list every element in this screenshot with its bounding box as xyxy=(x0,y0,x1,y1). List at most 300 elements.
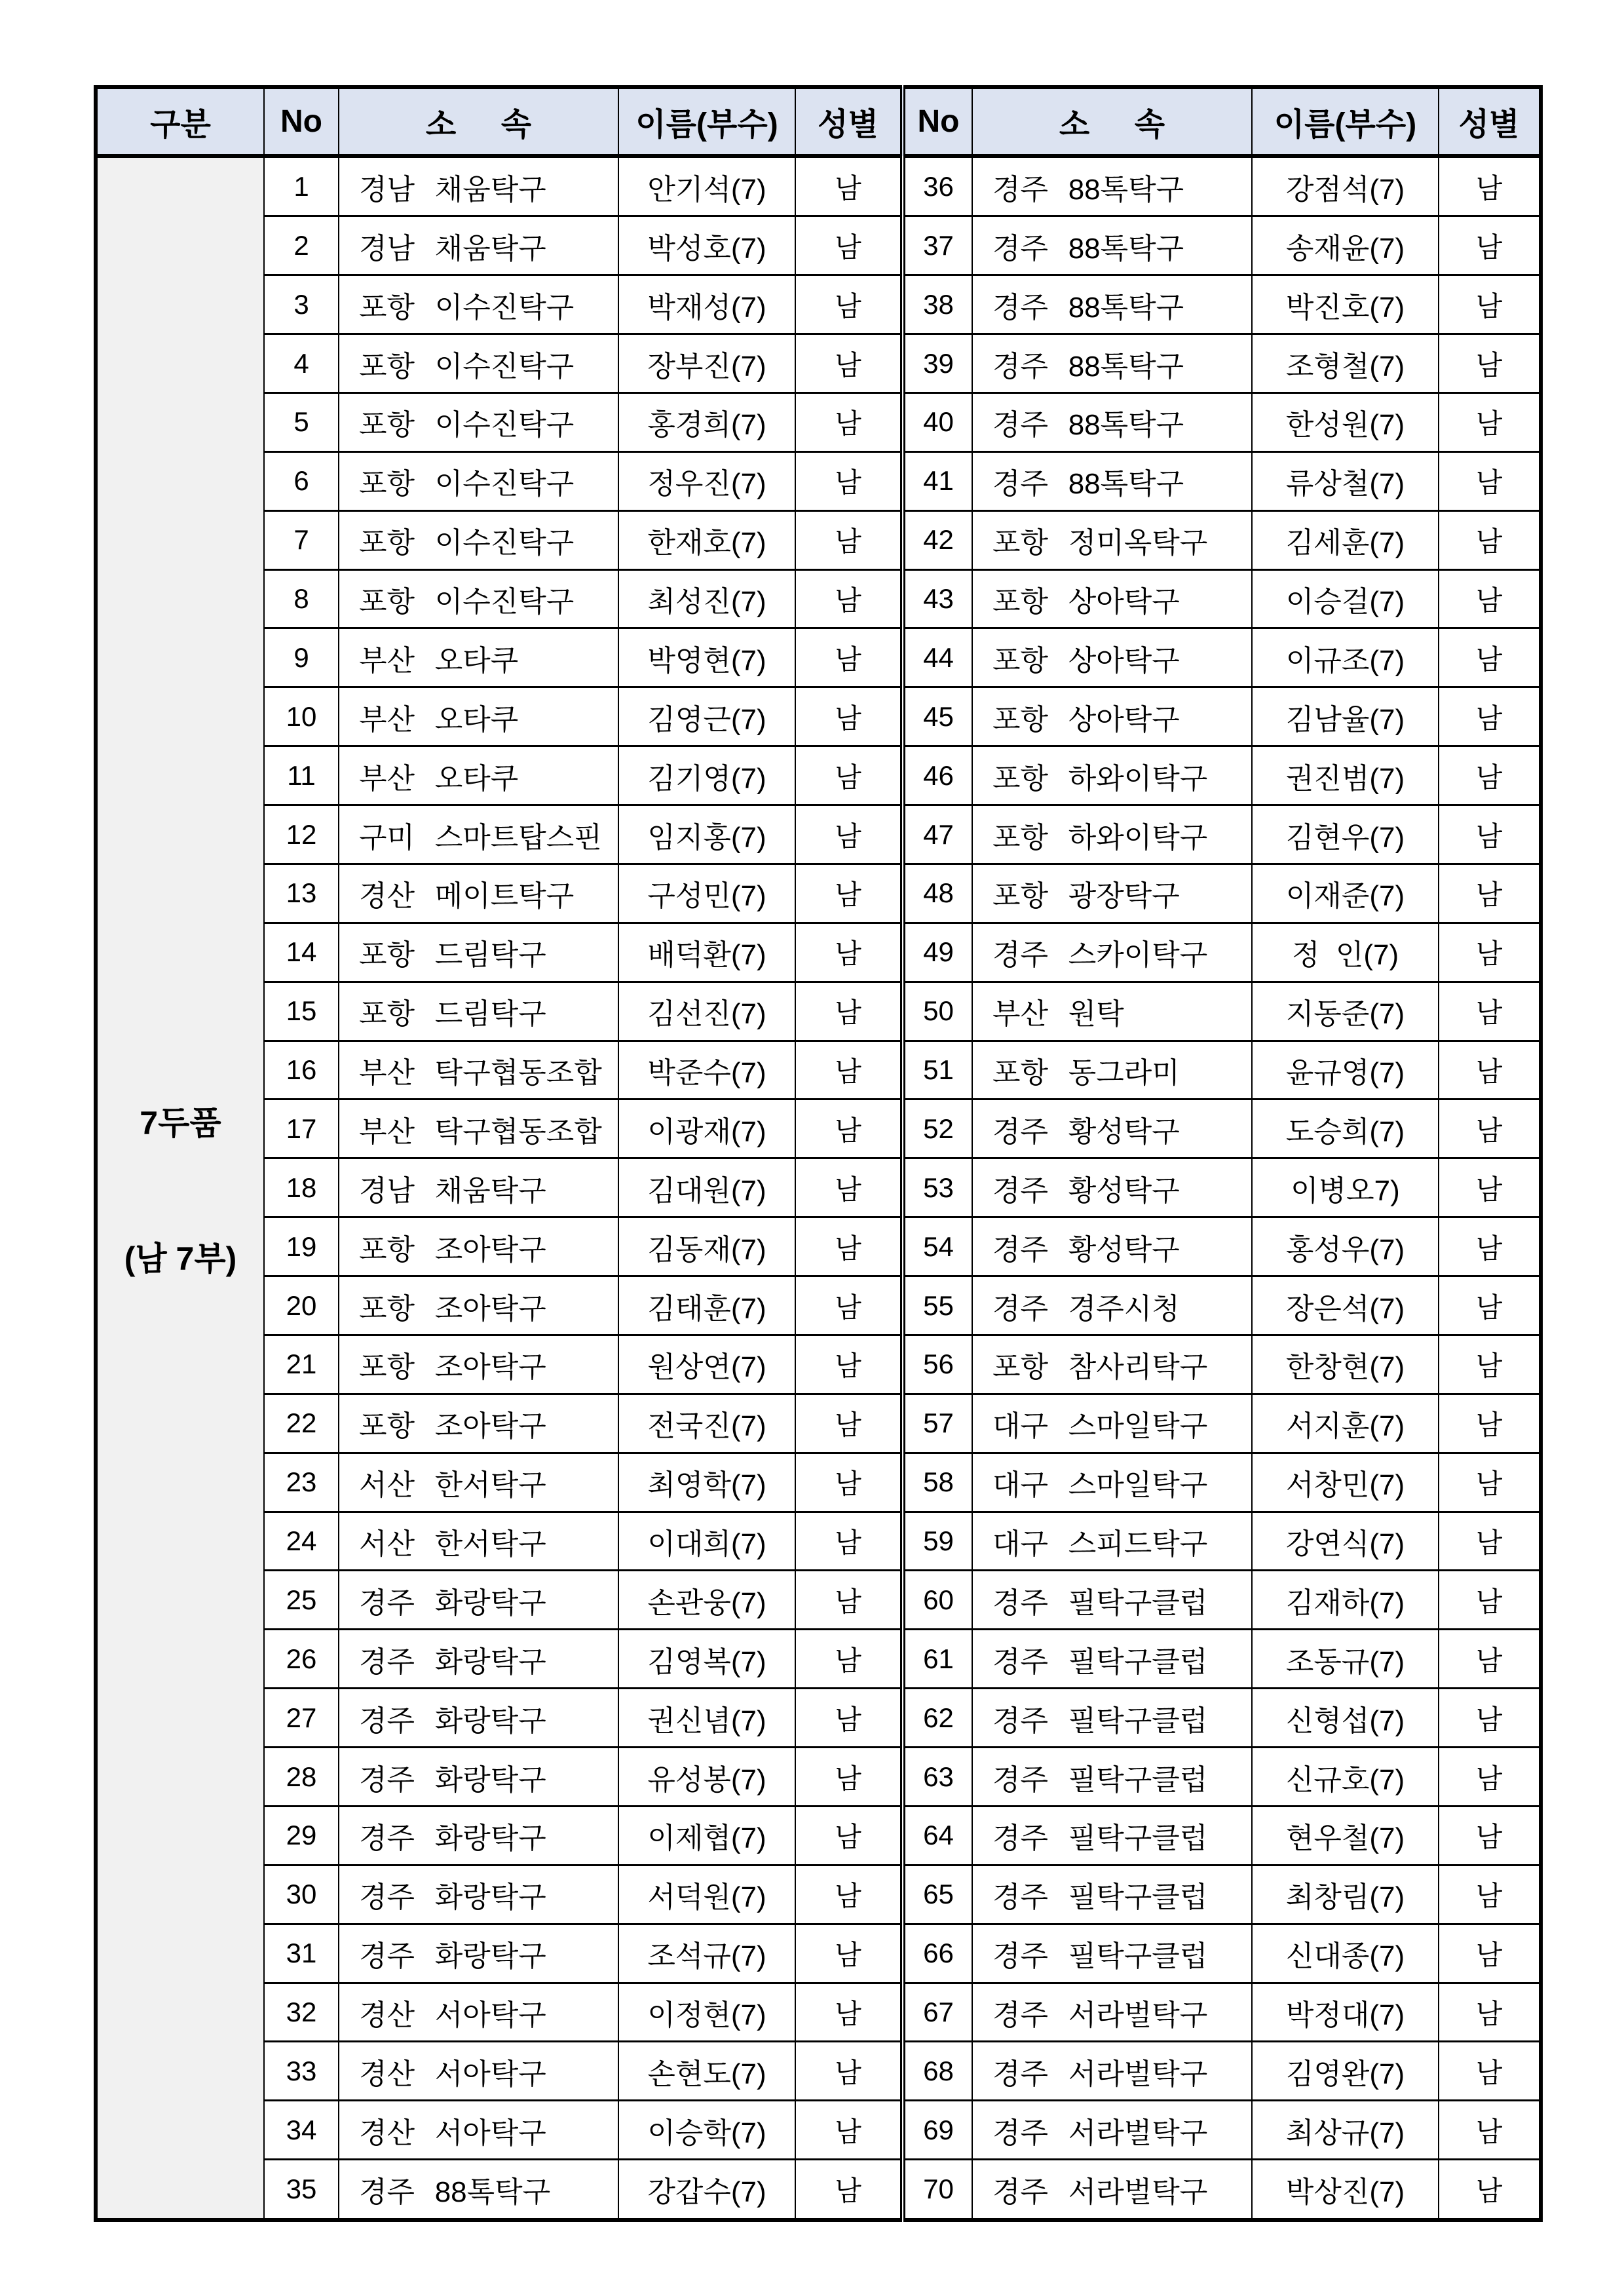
no-cell-right: 39 xyxy=(903,334,972,393)
name-cell-right: 이규조(7) xyxy=(1252,628,1439,687)
header-club-right: 소 속 xyxy=(972,87,1252,156)
name-cell-left: 박영현(7) xyxy=(618,628,795,687)
gender-cell-left: 남 xyxy=(795,1041,903,1100)
gender-cell-right: 남 xyxy=(1439,2160,1541,2220)
name-cell-right: 권진범(7) xyxy=(1252,746,1439,805)
table-row xyxy=(96,805,1541,864)
name-cell-right: 김재하(7) xyxy=(1252,1571,1439,1630)
header-no-left: No xyxy=(264,87,339,156)
name-cell-left: 박성호(7) xyxy=(618,216,795,275)
table-row xyxy=(96,1748,1541,1807)
gender-cell-left: 남 xyxy=(795,2160,903,2220)
no-cell-left: 3 xyxy=(264,275,339,334)
header-name-right: 이름(부수) xyxy=(1252,87,1439,156)
no-cell-left: 21 xyxy=(264,1335,339,1394)
table-row xyxy=(96,510,1541,569)
name-cell-left: 최영학(7) xyxy=(618,1453,795,1512)
club-cell-left: 경산 서아탁구 xyxy=(339,2042,618,2101)
gender-cell-right: 남 xyxy=(1439,510,1541,569)
club-cell-left: 경주 화랑탁구 xyxy=(339,1748,618,1807)
name-cell-right: 신형섭(7) xyxy=(1252,1689,1439,1748)
name-cell-right: 현우철(7) xyxy=(1252,1806,1439,1865)
name-cell-left: 원상연(7) xyxy=(618,1335,795,1394)
no-cell-left: 9 xyxy=(264,628,339,687)
gender-cell-right: 남 xyxy=(1439,569,1541,628)
table-row xyxy=(96,687,1541,746)
club-cell-right: 경주 필탁구클럽 xyxy=(972,1748,1252,1807)
no-cell-left: 24 xyxy=(264,1512,339,1571)
name-cell-right: 이병오7) xyxy=(1252,1158,1439,1217)
no-cell-right: 48 xyxy=(903,864,972,923)
table-row xyxy=(96,1630,1541,1689)
table-row xyxy=(96,2101,1541,2160)
header-name-left: 이름(부수) xyxy=(618,87,795,156)
no-cell-left: 14 xyxy=(264,923,339,982)
gender-cell-left: 남 xyxy=(795,392,903,451)
name-cell-right: 김세훈(7) xyxy=(1252,510,1439,569)
name-cell-left: 이광재(7) xyxy=(618,1100,795,1158)
gender-cell-left: 남 xyxy=(795,1571,903,1630)
name-cell-left: 강갑수(7) xyxy=(618,2160,795,2220)
gender-cell-right: 남 xyxy=(1439,864,1541,923)
no-cell-right: 63 xyxy=(903,1748,972,1807)
name-cell-right: 조동규(7) xyxy=(1252,1630,1439,1689)
name-cell-left: 배덕환(7) xyxy=(618,923,795,982)
name-cell-left: 박준수(7) xyxy=(618,1041,795,1100)
no-cell-right: 37 xyxy=(903,216,972,275)
club-cell-left: 포항 이수진탁구 xyxy=(339,510,618,569)
gender-cell-right: 남 xyxy=(1439,1453,1541,1512)
name-cell-right: 신대종(7) xyxy=(1252,1924,1439,1983)
club-cell-right: 경주 88톡탁구 xyxy=(972,392,1252,451)
gender-cell-right: 남 xyxy=(1439,216,1541,275)
club-cell-left: 포항 조아탁구 xyxy=(339,1217,618,1276)
table-row xyxy=(96,1924,1541,1983)
table-row xyxy=(96,275,1541,334)
table-row xyxy=(96,334,1541,393)
name-cell-right: 최창림(7) xyxy=(1252,1865,1439,1924)
gender-cell-left: 남 xyxy=(795,1865,903,1924)
name-cell-left: 구성민(7) xyxy=(618,864,795,923)
table-body xyxy=(96,156,1541,2220)
club-cell-right: 대구 스마일탁구 xyxy=(972,1453,1252,1512)
name-cell-right: 지동준(7) xyxy=(1252,982,1439,1041)
table-row xyxy=(96,1806,1541,1865)
club-cell-left: 포항 이수진탁구 xyxy=(339,451,618,510)
club-cell-left: 경주 88톡탁구 xyxy=(339,2160,618,2220)
gender-cell-left: 남 xyxy=(795,1806,903,1865)
table-row xyxy=(96,1512,1541,1571)
gender-cell-right: 남 xyxy=(1439,392,1541,451)
no-cell-left: 5 xyxy=(264,392,339,451)
no-cell-right: 62 xyxy=(903,1689,972,1748)
gender-cell-left: 남 xyxy=(795,628,903,687)
no-cell-left: 2 xyxy=(264,216,339,275)
club-cell-left: 포항 조아탁구 xyxy=(339,1394,618,1453)
gender-cell-right: 남 xyxy=(1439,1924,1541,1983)
gender-cell-right: 남 xyxy=(1439,1571,1541,1630)
gender-cell-right: 남 xyxy=(1439,1748,1541,1807)
table-row xyxy=(96,216,1541,275)
gender-cell-right: 남 xyxy=(1439,923,1541,982)
club-cell-left: 서산 한서탁구 xyxy=(339,1512,618,1571)
no-cell-left: 17 xyxy=(264,1100,339,1158)
no-cell-left: 1 xyxy=(264,156,339,216)
no-cell-right: 42 xyxy=(903,510,972,569)
name-cell-left: 김선진(7) xyxy=(618,982,795,1041)
name-cell-right: 한창현(7) xyxy=(1252,1335,1439,1394)
club-cell-left: 경남 채움탁구 xyxy=(339,216,618,275)
name-cell-left: 이정현(7) xyxy=(618,1983,795,2042)
no-cell-left: 26 xyxy=(264,1630,339,1689)
no-cell-right: 53 xyxy=(903,1158,972,1217)
club-cell-right: 포항 광장탁구 xyxy=(972,864,1252,923)
name-cell-left: 조석규(7) xyxy=(618,1924,795,1983)
no-cell-left: 20 xyxy=(264,1276,339,1335)
club-cell-right: 경주 필탁구클럽 xyxy=(972,1806,1252,1865)
name-cell-left: 박재성(7) xyxy=(618,275,795,334)
name-cell-left: 김대원(7) xyxy=(618,1158,795,1217)
no-cell-right: 64 xyxy=(903,1806,972,1865)
no-cell-left: 15 xyxy=(264,982,339,1041)
category-line1: 7두품 xyxy=(140,1104,221,1141)
club-cell-right: 경주 황성탁구 xyxy=(972,1100,1252,1158)
gender-cell-right: 남 xyxy=(1439,1689,1541,1748)
no-cell-right: 45 xyxy=(903,687,972,746)
name-cell-right: 홍성우(7) xyxy=(1252,1217,1439,1276)
gender-cell-right: 남 xyxy=(1439,1865,1541,1924)
name-cell-left: 손현도(7) xyxy=(618,2042,795,2101)
table-row xyxy=(96,451,1541,510)
header-gender-left: 성별 xyxy=(795,87,903,156)
name-cell-right: 도승희(7) xyxy=(1252,1100,1439,1158)
no-cell-right: 49 xyxy=(903,923,972,982)
table-row xyxy=(96,628,1541,687)
gender-cell-right: 남 xyxy=(1439,982,1541,1041)
gender-cell-right: 남 xyxy=(1439,1158,1541,1217)
name-cell-right: 류상철(7) xyxy=(1252,451,1439,510)
club-cell-right: 경주 필탁구클럽 xyxy=(972,1924,1252,1983)
table-row xyxy=(96,982,1541,1041)
name-cell-right: 조형철(7) xyxy=(1252,334,1439,393)
header-club-left: 소 속 xyxy=(339,87,618,156)
club-cell-right: 경주 서라벌탁구 xyxy=(972,2160,1252,2220)
no-cell-right: 50 xyxy=(903,982,972,1041)
no-cell-left: 30 xyxy=(264,1865,339,1924)
club-cell-right: 대구 스마일탁구 xyxy=(972,1394,1252,1453)
category-line2: (남 7부) xyxy=(124,1240,237,1277)
no-cell-left: 33 xyxy=(264,2042,339,2101)
name-cell-right: 송재윤(7) xyxy=(1252,216,1439,275)
table-row xyxy=(96,746,1541,805)
club-cell-right: 포항 상아탁구 xyxy=(972,569,1252,628)
no-cell-left: 10 xyxy=(264,687,339,746)
table-row xyxy=(96,923,1541,982)
name-cell-left: 최성진(7) xyxy=(618,569,795,628)
gender-cell-left: 남 xyxy=(795,1394,903,1453)
gender-cell-right: 남 xyxy=(1439,628,1541,687)
no-cell-right: 40 xyxy=(903,392,972,451)
no-cell-left: 34 xyxy=(264,2101,339,2160)
name-cell-right: 김남율(7) xyxy=(1252,687,1439,746)
gender-cell-right: 남 xyxy=(1439,805,1541,864)
club-cell-left: 포항 조아탁구 xyxy=(339,1276,618,1335)
gender-cell-left: 남 xyxy=(795,1158,903,1217)
club-cell-left: 경주 화랑탁구 xyxy=(339,1571,618,1630)
club-cell-right: 경주 필탁구클럽 xyxy=(972,1689,1252,1748)
gender-cell-left: 남 xyxy=(795,569,903,628)
no-cell-right: 59 xyxy=(903,1512,972,1571)
name-cell-left: 김동재(7) xyxy=(618,1217,795,1276)
club-cell-left: 경산 서아탁구 xyxy=(339,1983,618,2042)
gender-cell-left: 남 xyxy=(795,923,903,982)
gender-cell-left: 남 xyxy=(795,746,903,805)
gender-cell-right: 남 xyxy=(1439,275,1541,334)
gender-cell-left: 남 xyxy=(795,1217,903,1276)
no-cell-right: 65 xyxy=(903,1865,972,1924)
gender-cell-right: 남 xyxy=(1439,1100,1541,1158)
gender-cell-left: 남 xyxy=(795,1983,903,2042)
gender-cell-left: 남 xyxy=(795,1276,903,1335)
table-row xyxy=(96,1453,1541,1512)
gender-cell-left: 남 xyxy=(795,156,903,216)
club-cell-right: 경주 스카이탁구 xyxy=(972,923,1252,982)
name-cell-left: 이제협(7) xyxy=(618,1806,795,1865)
no-cell-right: 43 xyxy=(903,569,972,628)
club-cell-left: 구미 스마트탑스핀 xyxy=(339,805,618,864)
table-row xyxy=(96,569,1541,628)
table-row xyxy=(96,1276,1541,1335)
club-cell-right: 경주 경주시청 xyxy=(972,1276,1252,1335)
club-cell-left: 경주 화랑탁구 xyxy=(339,1924,618,1983)
no-cell-right: 55 xyxy=(903,1276,972,1335)
name-cell-right: 강연식(7) xyxy=(1252,1512,1439,1571)
name-cell-right: 이승걸(7) xyxy=(1252,569,1439,628)
gender-cell-left: 남 xyxy=(795,1100,903,1158)
club-cell-right: 포항 상아탁구 xyxy=(972,628,1252,687)
gender-cell-right: 남 xyxy=(1439,1276,1541,1335)
table-row xyxy=(96,1865,1541,1924)
name-cell-left: 정우진(7) xyxy=(618,451,795,510)
name-cell-left: 김영근(7) xyxy=(618,687,795,746)
table-row xyxy=(96,1041,1541,1100)
name-cell-left: 이대희(7) xyxy=(618,1512,795,1571)
no-cell-right: 52 xyxy=(903,1100,972,1158)
club-cell-right: 경주 필탁구클럽 xyxy=(972,1865,1252,1924)
no-cell-left: 31 xyxy=(264,1924,339,1983)
table-row xyxy=(96,1335,1541,1394)
gender-cell-left: 남 xyxy=(795,2101,903,2160)
gender-cell-left: 남 xyxy=(795,1453,903,1512)
club-cell-right: 경주 필탁구클럽 xyxy=(972,1630,1252,1689)
gender-cell-left: 남 xyxy=(795,1512,903,1571)
header-row xyxy=(96,87,1541,156)
table-row xyxy=(96,864,1541,923)
club-cell-right: 경주 서라벌탁구 xyxy=(972,2042,1252,2101)
gender-cell-left: 남 xyxy=(795,1630,903,1689)
no-cell-left: 22 xyxy=(264,1394,339,1453)
no-cell-left: 18 xyxy=(264,1158,339,1217)
no-cell-right: 36 xyxy=(903,156,972,216)
table-row xyxy=(96,1983,1541,2042)
club-cell-left: 부산 오타쿠 xyxy=(339,687,618,746)
club-cell-left: 포항 드림탁구 xyxy=(339,982,618,1041)
gender-cell-left: 남 xyxy=(795,1689,903,1748)
name-cell-right: 박진호(7) xyxy=(1252,275,1439,334)
name-cell-left: 이승학(7) xyxy=(618,2101,795,2160)
gender-cell-right: 남 xyxy=(1439,1512,1541,1571)
name-cell-left: 유성봉(7) xyxy=(618,1748,795,1807)
gender-cell-right: 남 xyxy=(1439,1335,1541,1394)
gender-cell-left: 남 xyxy=(795,275,903,334)
gender-cell-right: 남 xyxy=(1439,156,1541,216)
name-cell-left: 전국진(7) xyxy=(618,1394,795,1453)
club-cell-right: 경주 88톡탁구 xyxy=(972,156,1252,216)
gender-cell-right: 남 xyxy=(1439,451,1541,510)
name-cell-right: 장은석(7) xyxy=(1252,1276,1439,1335)
name-cell-right: 강점석(7) xyxy=(1252,156,1439,216)
header-no-right: No xyxy=(903,87,972,156)
club-cell-right: 경주 필탁구클럽 xyxy=(972,1571,1252,1630)
no-cell-right: 47 xyxy=(903,805,972,864)
name-cell-left: 김기영(7) xyxy=(618,746,795,805)
no-cell-left: 4 xyxy=(264,334,339,393)
name-cell-right: 신규호(7) xyxy=(1252,1748,1439,1807)
club-cell-left: 경산 메이트탁구 xyxy=(339,864,618,923)
no-cell-left: 29 xyxy=(264,1806,339,1865)
club-cell-left: 경주 화랑탁구 xyxy=(339,1865,618,1924)
table-row xyxy=(96,1100,1541,1158)
club-cell-right: 포항 하와이탁구 xyxy=(972,746,1252,805)
club-cell-left: 경주 화랑탁구 xyxy=(339,1630,618,1689)
club-cell-right: 포항 하와이탁구 xyxy=(972,805,1252,864)
gender-cell-left: 남 xyxy=(795,805,903,864)
gender-cell-right: 남 xyxy=(1439,1983,1541,2042)
no-cell-left: 32 xyxy=(264,1983,339,2042)
gender-cell-left: 남 xyxy=(795,510,903,569)
no-cell-left: 19 xyxy=(264,1217,339,1276)
no-cell-left: 28 xyxy=(264,1748,339,1807)
no-cell-right: 68 xyxy=(903,2042,972,2101)
gender-cell-left: 남 xyxy=(795,1924,903,1983)
name-cell-right: 김현우(7) xyxy=(1252,805,1439,864)
table-row xyxy=(96,392,1541,451)
no-cell-right: 70 xyxy=(903,2160,972,2220)
no-cell-left: 16 xyxy=(264,1041,339,1100)
no-cell-right: 44 xyxy=(903,628,972,687)
name-cell-right: 윤규영(7) xyxy=(1252,1041,1439,1100)
club-cell-left: 부산 오타쿠 xyxy=(339,628,618,687)
club-cell-left: 경남 채움탁구 xyxy=(339,156,618,216)
no-cell-left: 25 xyxy=(264,1571,339,1630)
gender-cell-right: 남 xyxy=(1439,746,1541,805)
table-row xyxy=(96,1394,1541,1453)
club-cell-right: 대구 스피드탁구 xyxy=(972,1512,1252,1571)
no-cell-left: 7 xyxy=(264,510,339,569)
gender-cell-right: 남 xyxy=(1439,2101,1541,2160)
name-cell-right: 박정대(7) xyxy=(1252,1983,1439,2042)
name-cell-right: 서창민(7) xyxy=(1252,1453,1439,1512)
club-cell-right: 경주 88톡탁구 xyxy=(972,451,1252,510)
no-cell-right: 67 xyxy=(903,1983,972,2042)
name-cell-left: 임지홍(7) xyxy=(618,805,795,864)
gender-cell-right: 남 xyxy=(1439,1630,1541,1689)
gender-cell-right: 남 xyxy=(1439,1394,1541,1453)
no-cell-left: 6 xyxy=(264,451,339,510)
name-cell-left: 서덕원(7) xyxy=(618,1865,795,1924)
gender-cell-left: 남 xyxy=(795,2042,903,2101)
club-cell-left: 포항 이수진탁구 xyxy=(339,392,618,451)
club-cell-right: 경주 서라벌탁구 xyxy=(972,2101,1252,2160)
no-cell-left: 35 xyxy=(264,2160,339,2220)
club-cell-left: 경주 화랑탁구 xyxy=(339,1806,618,1865)
gender-cell-right: 남 xyxy=(1439,1041,1541,1100)
table-row xyxy=(96,2160,1541,2220)
gender-cell-right: 남 xyxy=(1439,1806,1541,1865)
gender-cell-left: 남 xyxy=(795,451,903,510)
gender-cell-left: 남 xyxy=(795,864,903,923)
club-cell-right: 포항 동그라미 xyxy=(972,1041,1252,1100)
no-cell-left: 27 xyxy=(264,1689,339,1748)
table-row xyxy=(96,1571,1541,1630)
no-cell-right: 58 xyxy=(903,1453,972,1512)
no-cell-right: 46 xyxy=(903,746,972,805)
club-cell-left: 경남 채움탁구 xyxy=(339,1158,618,1217)
name-cell-right: 한성원(7) xyxy=(1252,392,1439,451)
club-cell-left: 포항 이수진탁구 xyxy=(339,569,618,628)
table-row xyxy=(96,2042,1541,2101)
name-cell-left: 한재호(7) xyxy=(618,510,795,569)
gender-cell-right: 남 xyxy=(1439,2042,1541,2101)
club-cell-left: 부산 오타쿠 xyxy=(339,746,618,805)
no-cell-right: 61 xyxy=(903,1630,972,1689)
table-row xyxy=(96,1217,1541,1276)
no-cell-right: 60 xyxy=(903,1571,972,1630)
no-cell-left: 13 xyxy=(264,864,339,923)
gender-cell-left: 남 xyxy=(795,1335,903,1394)
club-cell-right: 포항 참사리탁구 xyxy=(972,1335,1252,1394)
club-cell-right: 경주 88톡탁구 xyxy=(972,216,1252,275)
name-cell-right: 이재준(7) xyxy=(1252,864,1439,923)
club-cell-right: 부산 원탁 xyxy=(972,982,1252,1041)
name-cell-right: 박상진(7) xyxy=(1252,2160,1439,2220)
gender-cell-left: 남 xyxy=(795,687,903,746)
club-cell-left: 포항 드림탁구 xyxy=(339,923,618,982)
club-cell-left: 서산 한서탁구 xyxy=(339,1453,618,1512)
club-cell-left: 경주 화랑탁구 xyxy=(339,1689,618,1748)
name-cell-left: 홍경희(7) xyxy=(618,392,795,451)
no-cell-left: 23 xyxy=(264,1453,339,1512)
gender-cell-right: 남 xyxy=(1439,334,1541,393)
name-cell-left: 김영복(7) xyxy=(618,1630,795,1689)
no-cell-right: 38 xyxy=(903,275,972,334)
club-cell-right: 경주 서라벌탁구 xyxy=(972,1983,1252,2042)
name-cell-left: 김태훈(7) xyxy=(618,1276,795,1335)
table-row xyxy=(96,156,1541,216)
gender-cell-left: 남 xyxy=(795,982,903,1041)
club-cell-right: 경주 88톡탁구 xyxy=(972,334,1252,393)
club-cell-right: 포항 상아탁구 xyxy=(972,687,1252,746)
gender-cell-left: 남 xyxy=(795,1748,903,1807)
header-gender-right: 성별 xyxy=(1439,87,1541,156)
header-category: 구분 xyxy=(96,87,264,156)
name-cell-left: 권신념(7) xyxy=(618,1689,795,1748)
club-cell-left: 포항 이수진탁구 xyxy=(339,275,618,334)
table-row xyxy=(96,1158,1541,1217)
name-cell-right: 서지훈(7) xyxy=(1252,1394,1439,1453)
no-cell-right: 66 xyxy=(903,1924,972,1983)
club-cell-right: 포항 정미옥탁구 xyxy=(972,510,1252,569)
